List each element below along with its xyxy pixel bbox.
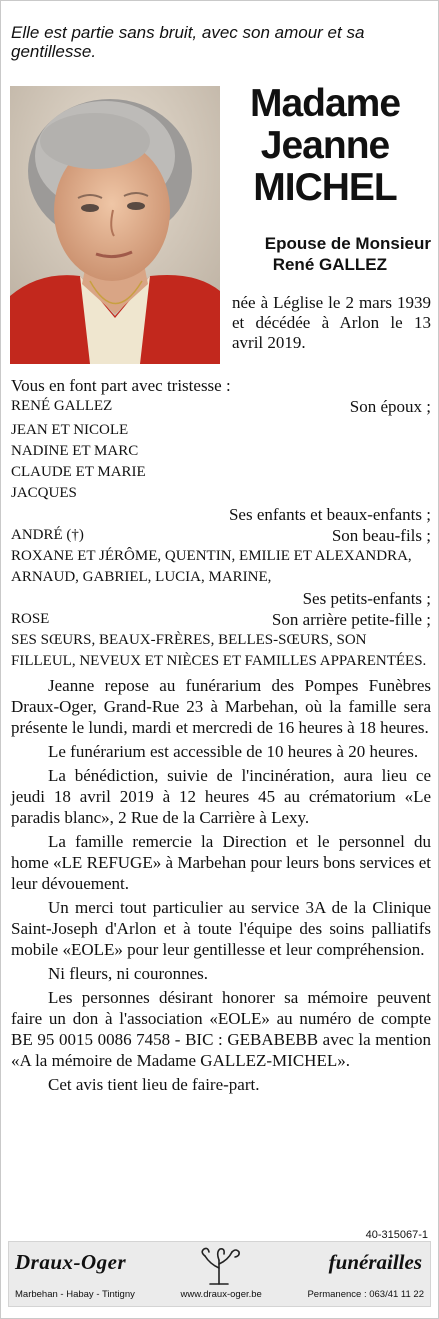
great-grandchild-name: ROSE [11, 611, 50, 627]
paragraph-funerarium: Jeanne repose au funérarium des Pompes Funèbres Draux-Oger, Grand-Rue 23 à Marbehan, où la famille sera présente le lundi, mardi et mercredi de 16 heures à 18 heures. [11, 676, 431, 737]
paragraph-thanks-clinic: Un merci tout particulier au service 3A de la Clinique Saint-Joseph d'Arlon et à toute l'équipe des soins palliatifs mobile «EOLE» pour leur gentillesse et leur compréhension. [11, 898, 431, 959]
paragraph-ceremony: La bénédiction, suivie de l'incinération, aura lieu ce jeudi 18 avril 2019 à 12 heures 45 au crématorium «Le paradis blanc», 2 Rue de la Carrière à Lexy. [11, 766, 431, 827]
phone-number: Permanence : 063/41 11 22 [307, 1289, 424, 1300]
child-entry: NADINE ET MARC [11, 443, 139, 459]
children-list [11, 420, 431, 504]
other-relatives: SES SŒURS, BEAUX-FRÈRES, BELLES-SŒURS, SON FILLEUL, NEVEUX ET NIÈCES ET FAMILLES APPARENTÉES. [11, 632, 427, 669]
name-first: Jeanne [260, 124, 390, 167]
reference-number: 40-315067-1 [365, 1229, 428, 1241]
name-last: MICHEL [253, 166, 397, 209]
paragraph-hours: Le funérarium est accessible de 10 heures à 20 heures. [48, 742, 419, 761]
child-entry: CLAUDE ET MARIE [11, 464, 146, 480]
paragraph-closing: Cet avis tient lieu de faire-part. [48, 1075, 260, 1094]
spouse-line-2: René GALLEZ [272, 255, 387, 274]
brand-name: Draux-Oger [15, 1250, 127, 1274]
spouse-line-1: Epouse de Monsieur [264, 234, 431, 253]
son-in-law-row [11, 525, 431, 546]
notice-body [11, 375, 431, 1098]
great-grandchild-row [11, 609, 431, 630]
grandchildren-list: ROXANE ET JÉRÔME, QUENTIN, EMILIE ET ALEXANDRA, ARNAUD, GABRIEL, LUCIA, MARINE, [11, 548, 412, 585]
spouse-name: RENÉ GALLEZ [11, 398, 113, 414]
great-grandchild-role: Son arrière petite-fille ; [271, 610, 431, 629]
name-title: Madame [249, 82, 401, 125]
banner-info-row [15, 1289, 424, 1300]
child-entry: JACQUES [11, 485, 77, 501]
tree-icon [196, 1246, 242, 1291]
deceased-name [222, 83, 428, 209]
spouse-role: Son époux ; [349, 397, 431, 416]
paragraph-donation: Les personnes désirant honorer sa mémoire peuvent faire un don à l'association «EOLE» au numéro de compte BE 95 0015 0086 7458 - BIC : GEBABEBB avec la mention «A la mémoire de Madame GALLEZ-MICHEL». [11, 988, 431, 1070]
family-intro: Vous en font part avec tristesse : [11, 376, 231, 395]
funeral-home-banner [8, 1241, 431, 1307]
opening-quote: Elle est partie sans bruit, avec son amour et sa gentillesse. [11, 23, 365, 61]
locations: Marbehan - Habay - Tintigny [15, 1289, 135, 1300]
spouse-block [225, 233, 431, 275]
son-in-law-name: ANDRÉ (†) [11, 527, 84, 543]
paragraph-no-flowers: Ni fleurs, ni couronnes. [48, 964, 209, 983]
son-in-law-role: Son beau-fils ; [331, 526, 431, 545]
spouse-row [11, 396, 431, 417]
birth-death-text: née à Léglise le 2 mars 1939 et décédée à Arlon le 13 avril 2019. [232, 293, 431, 352]
grandchildren-role: Ses petits-enfants ; [302, 589, 431, 608]
brand-suffix: funérailles [328, 1250, 422, 1274]
website-link[interactable]: www.draux-oger.be [180, 1289, 262, 1300]
child-entry: JEAN ET NICOLE [11, 422, 129, 438]
paragraph-thanks-home: La famille remercie la Direction et le personnel du home «LE REFUGE» à Marbehan pour leurs bons services et leur dévouement. [11, 832, 431, 893]
portrait-photo [10, 86, 220, 364]
children-role: Ses enfants et beaux-enfants ; [228, 505, 431, 524]
